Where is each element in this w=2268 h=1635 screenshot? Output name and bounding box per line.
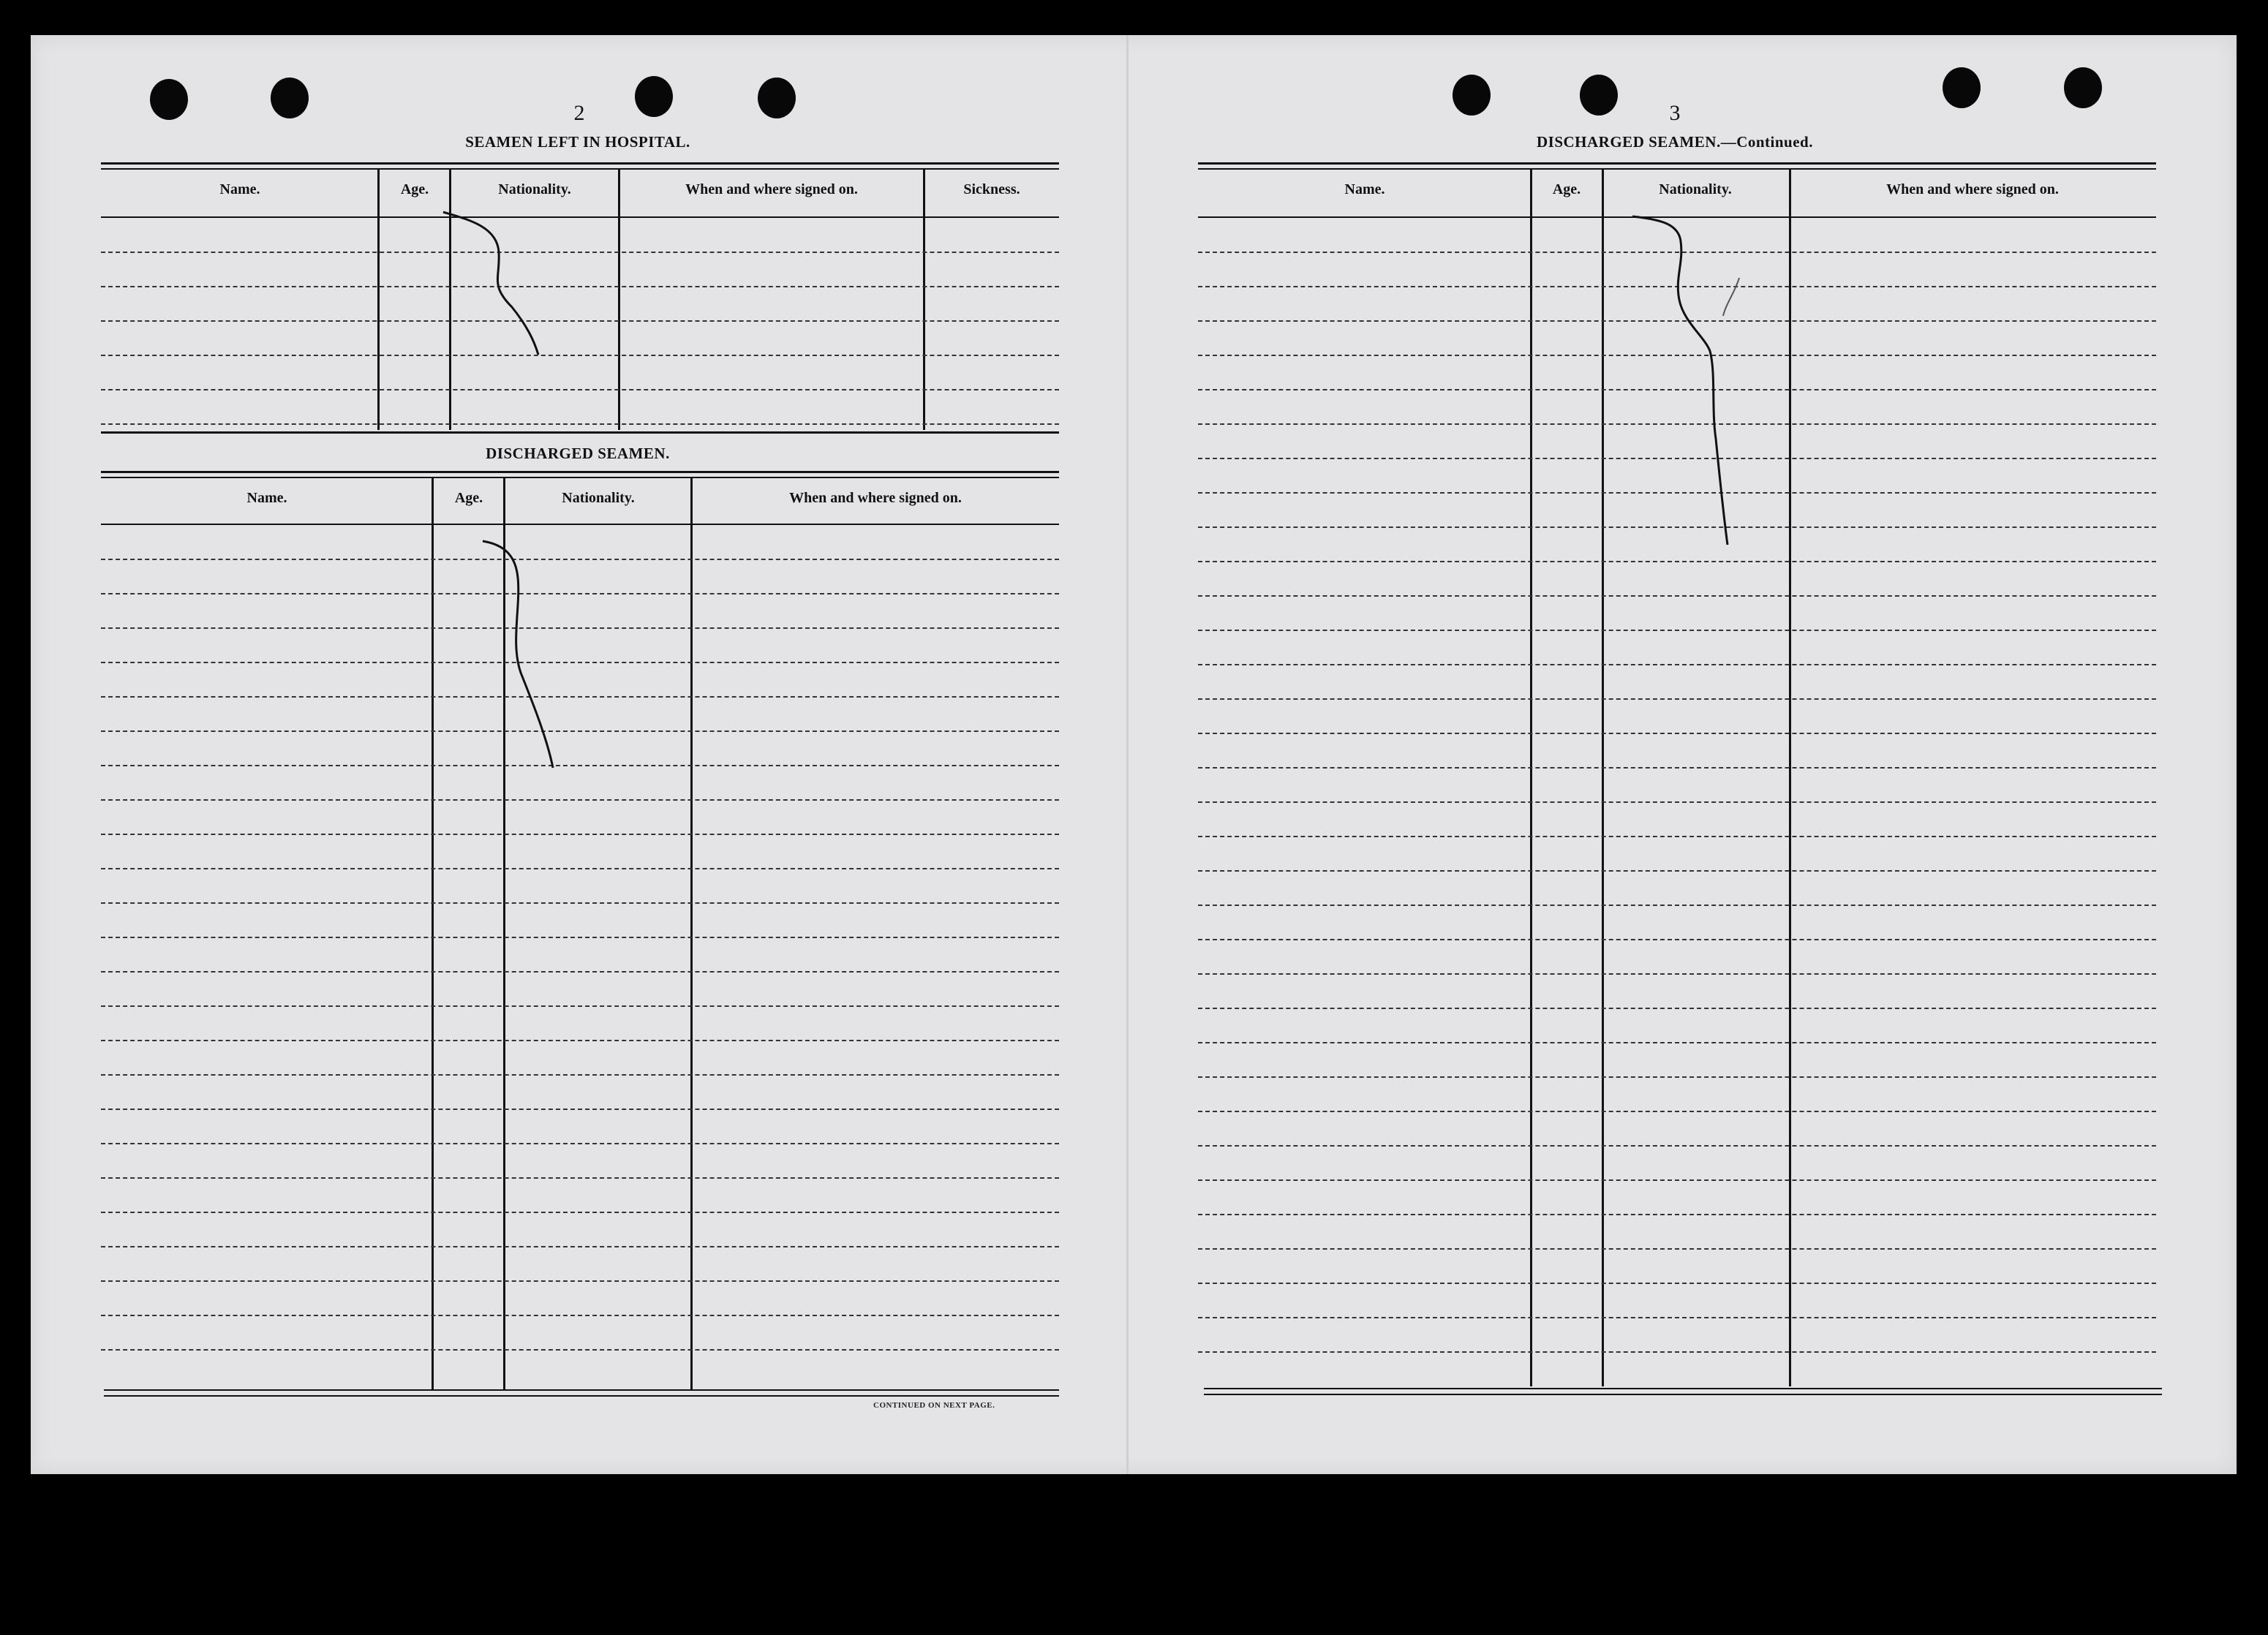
hospital-col-signed-on: When and where signed on.: [685, 181, 858, 197]
discharged-col-nationality: Nationality.: [562, 490, 635, 506]
continued-col-signed-on: When and where signed on.: [1886, 181, 2059, 197]
discharged-col-age: Age.: [454, 490, 483, 506]
page-number-right: 3: [1669, 101, 1681, 125]
hospital-col-sickness: Sickness.: [963, 181, 1020, 197]
hospital-col-nationality: Nationality.: [498, 181, 571, 197]
discharged-continued-title-main: DISCHARGED SEAMEN.: [1537, 133, 1721, 151]
continued-footnote: CONTINUED ON NEXT PAGE.: [873, 1401, 995, 1410]
pen-stroke: [443, 212, 538, 355]
continued-col-name: Name.: [1344, 181, 1385, 197]
hospital-col-name: Name.: [219, 181, 260, 197]
discharged-col-signed-on: When and where signed on.: [789, 490, 962, 506]
page-number-left: 2: [573, 101, 585, 125]
pen-stroke: [1723, 278, 1739, 316]
hospital-col-age: Age.: [400, 181, 429, 197]
continued-col-nationality: Nationality.: [1659, 181, 1732, 197]
pen-stroke: [1632, 216, 1728, 545]
hospital-section-title: SEAMEN LEFT IN HOSPITAL.: [465, 133, 690, 151]
discharged-col-name: Name.: [246, 490, 287, 506]
continued-suffix: —Continued.: [1720, 133, 1813, 151]
discharged-section-title: DISCHARGED SEAMEN.: [486, 445, 670, 462]
pen-stroke: [483, 541, 553, 768]
continued-col-age: Age.: [1552, 181, 1581, 197]
